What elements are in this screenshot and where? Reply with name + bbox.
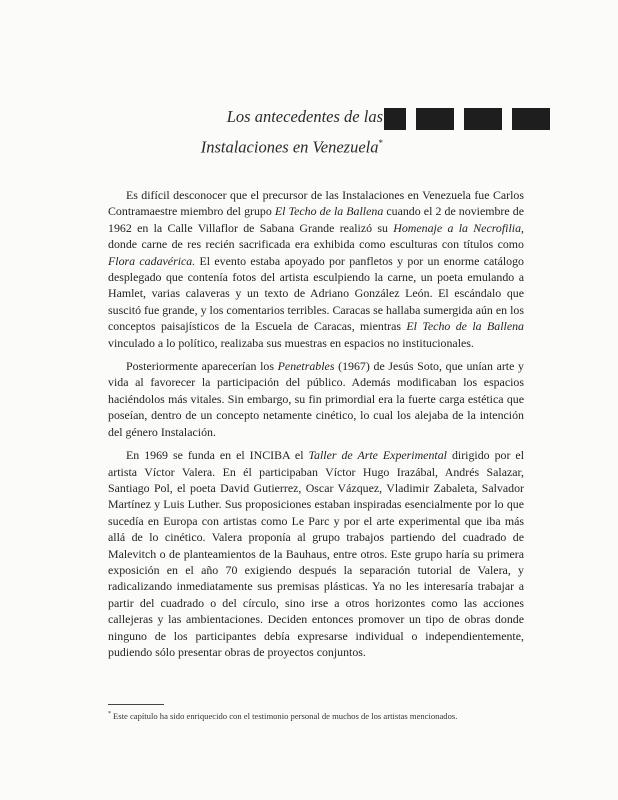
chapter-title-line-2-text: Instalaciones en Venezuela — [200, 137, 379, 157]
italic-title: Homenaje a la Necrofilia, — [393, 220, 525, 235]
text-run: cuando el 2 de noviembre de 1962 en la Calle Villaflor de Sabana Grande realizó su — [108, 204, 524, 235]
chapter-title-line-1: Los antecedentes de las — [226, 107, 383, 126]
text-run: donde carne de res recién sacrificada era exhibida como esculturas con títulos como — [108, 237, 524, 252]
italic-title: Taller de Arte Experimental — [308, 448, 447, 463]
paragraph — [108, 447, 524, 660]
paragraph — [108, 358, 524, 440]
body-text — [108, 187, 524, 667]
text-run: El evento estaba apoyado por panfletos y por un enorme catálogo desplegado que contenía fotos del artista esculpiendo la carne, un poeta emulando a Hamlet, varias calaveras y un texto de Adriano González León. El escándalo que suscitó fue grande, y los comentarios terribles. Caracas se hallaba sumergida aún en los conceptos paisajísticos de la Escuela de Caracas, mientras — [108, 253, 524, 334]
footnote-rule — [108, 704, 164, 705]
italic-title: El Techo de la Ballena — [274, 204, 384, 219]
footnote-text: Este capítulo ha sido enriquecido con el testimonio personal de muchos de los artistas mencionados. — [113, 710, 458, 721]
footnote-mark: * — [108, 711, 111, 717]
paragraph — [108, 187, 524, 351]
decorative-block — [384, 108, 406, 130]
decorative-block — [416, 108, 454, 130]
italic-title: Penetrables — [277, 359, 335, 374]
text-run: Es difícil desconocer que el precursor de las Instalaciones en Venezuela fue Carlos Contramaestre miembro del grupo — [108, 188, 524, 219]
italic-title: Flora cadavérica. — [108, 253, 196, 268]
chapter-title — [183, 104, 383, 161]
text-run: dirigido por el artista Víctor Valera. En él participaban Víctor Hugo Irazábal, Andrés Salazar, Santiago Pol, el poeta David Gutierrez, Oscar Vázquez, Vladimir Zabaleta, Salvador Martínez y Luis Luther. Sus proposiciones estaban inspiradas esencialmente por lo que sucedía en Europa con artistas como Le Parc y por el arte experimental que iba más allá de lo cinético. Valera proponía al grupo trabajos partiendo del cuadrado de Malevitch o de planteamientos de la Bauhaus, entre otros. Este grupo haría su primera exposición en el año 70 exigiendo después la separación tutorial de Valera, y radicalizando inmediatamente sus premisas plásticas. Ya no les interesaría trabajar a partir del cuadrado o del círculo, sino irse a otros horizontes como las acciones callejeras y las ambientaciones. Deciden entonces promover un tipo de obras donde ninguno de los participantes debía expresarse individual o independientemente, pudiendo sólo presentar obras de proyectos conjuntos. — [108, 448, 524, 659]
text-run: Posteriormente aparecerían los — [126, 359, 278, 374]
text-run: En 1969 se funda en el INCIBA el — [126, 448, 309, 463]
italic-title: El Techo de la Ballena — [406, 319, 524, 334]
title-footnote-mark: * — [378, 138, 383, 148]
chapter-title-line-2 — [183, 130, 383, 161]
footnote — [108, 709, 548, 722]
decorative-block — [512, 108, 550, 130]
decorative-block — [464, 108, 502, 130]
text-run: vinculado a lo político, realizaba sus muestras en espacios no institucionales. — [108, 335, 474, 350]
text-run: (1967) de Jesús Soto, que unían arte y vida al favorecer la participación del público. Además modificaban los espacios haciéndolos más vitales. Sin embargo, su fin primordial era la fuerte carga estética que poseían, dentro de un concepto netamente cinético, lo cual los alejaba de la intención del género Instalación. — [108, 359, 524, 439]
